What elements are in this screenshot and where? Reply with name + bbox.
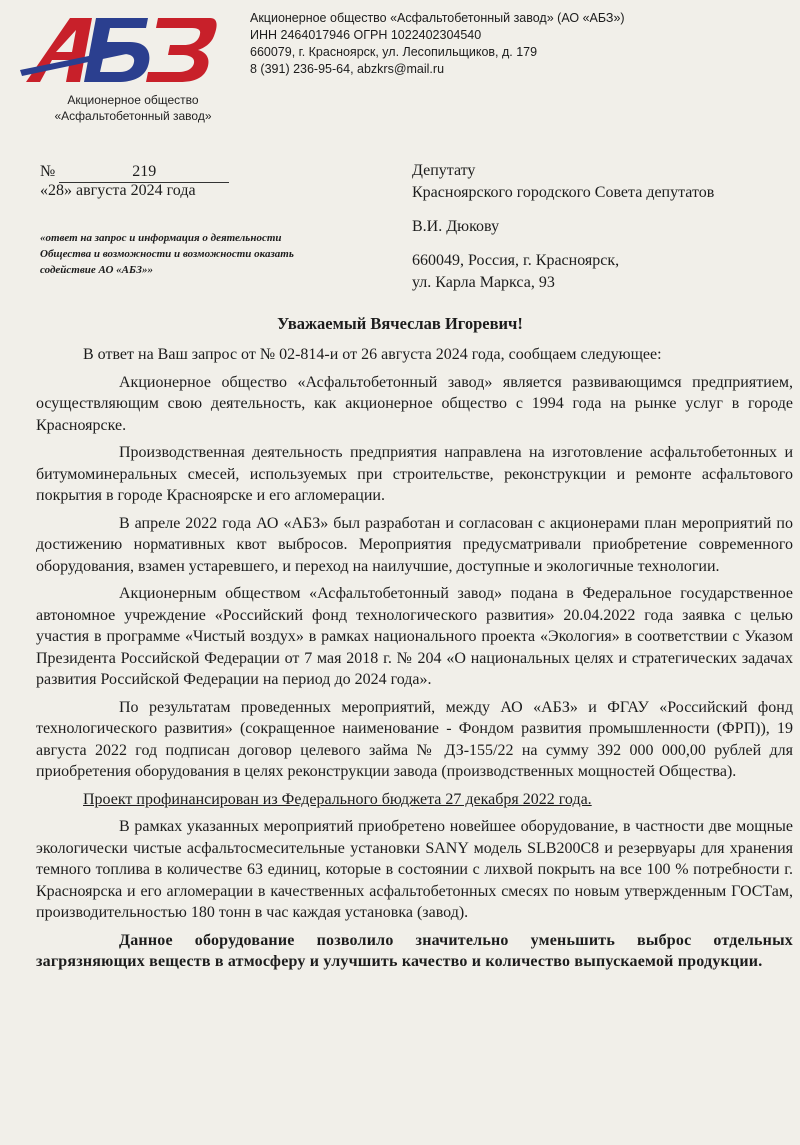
subject-line: содействие АО «АБЗ»» — [40, 264, 153, 276]
abz-logo — [18, 10, 218, 90]
org-contacts: 8 (391) 236-95-64, abzkrs@mail.ru — [250, 62, 445, 76]
paragraph-underlined — [83, 789, 793, 811]
paragraph-text: В апреле 2022 года АО «АБЗ» был разработан и согласован с акционерами план мероприятий по достижению нормативных квот выбросов. Мероприятия предусматривали приобретение современного оборудования, взамен устаревшего, и переход на наилучшие, доступные и экологичные технологии. — [36, 514, 793, 575]
number-prefix: № — [40, 163, 56, 180]
salutation: Уважаемый Вячеслав Игоревич! — [277, 314, 523, 333]
paragraph — [36, 816, 793, 924]
subject — [40, 230, 370, 278]
paragraph-text: Данное оборудование позволило значительно уменьшить выброс отдельных загрязняющих веществ в атмосферу и улучшить качество и количество выпускаемой продукции. — [36, 931, 793, 970]
org-name: Акционерное общество «Асфальтобетонный завод» (АО «АБЗ») — [250, 11, 625, 25]
paragraph-text: Акционерное общество «Асфальтобетонный завод» является развивающимся предприятием, осуществляющим свою деятельность, как акционерное общество с 1994 года на рынке услуг в городе Красноярске. — [36, 373, 793, 434]
logo-caption-line1: Акционерное общество — [67, 93, 199, 107]
paragraph — [36, 513, 793, 578]
paragraph — [36, 372, 793, 437]
logo-caption — [28, 92, 238, 124]
subject-line: «ответ на запрос и информация о деятельности — [40, 232, 282, 244]
org-ids: ИНН 2464017946 ОГРН 1022402304540 — [250, 28, 482, 42]
logo-caption-line2: «Асфальтобетонный завод» — [54, 109, 212, 123]
paragraph: В ответ на Ваш запрос от № 02-814-и от 26 августа 2024 года, сообщаем следующее: — [83, 346, 662, 363]
paragraph — [36, 442, 793, 507]
addressee-address-1: 660049, Россия, г. Красноярск, — [412, 252, 620, 269]
paragraph — [36, 697, 793, 783]
addressee-address-2: ул. Карла Маркса, 93 — [412, 274, 555, 291]
letter-body — [36, 344, 794, 979]
outgoing-date: «28» августа 2024 года — [40, 182, 196, 199]
org-address: 660079, г. Красноярск, ул. Лесопильщиков, д. 179 — [250, 45, 538, 59]
addressee-block — [412, 160, 792, 294]
paragraph-text: По результатам проведенных мероприятий, между АО «АБЗ» и ФГАУ «Российский фонд технологического развития» (сокращенное наименование - Фондом развития промышленности (ФРП)), 19 августа 2022 год подписан договор целевого займа № ДЗ-155/22 на сумму 392 000 000,00 рублей для приобретения оборудования в целях реконструкции завода (производственных мощностей Общества). — [36, 698, 793, 780]
paragraph-text: В рамках указанных мероприятий приобретено новейшее оборудование, в частности две мощные экологически чистые асфальтосмесительные установки SANY модель SLB200C8 и резервуары для хранения темного топлива в количестве 63 единиц, которые в состоянии с лихвой покрыть на все 100 % потребности г. Красноярска и его агломерации в качественных асфальтобетонных смесях по новым утвержденным ГОСТам, производительностью 180 тонн в час каждая установка (завод). — [36, 818, 794, 921]
paragraph-text: Акционерным обществом «Асфальтобетонный завод» подана в Федеральное государственное автономное учреждение «Российский фонд технологического развития» 20.04.2022 года заявка с целью участия в программе «Чистый воздух» в рамках национального проекта «Экология» в соответствии с Указом Президента Российской Федерации от 7 мая 2018 г. № 204 «О национальных целях и стратегических задачах развития Российской Федерации на период до 2024 года». — [36, 585, 793, 688]
paragraph-text: Проект профинансирован из Федерального бюджета 27 декабря 2022 года. — [83, 790, 592, 808]
outgoing-number — [40, 162, 229, 183]
addressee-name: В.И. Дюкову — [412, 218, 500, 235]
paragraph-text: Производственная деятельность предприятия направлена на изготовление асфальтобетонных и битумоминеральных смесей, используемых при строительстве, реконструкции и ремонте асфальтового покрытия в городе Красноярске и его агломерации. — [36, 444, 793, 504]
paragraph — [36, 583, 793, 691]
subject-line: Общества и возможности и возможности оказать — [40, 248, 294, 260]
addressee-position: Депутату — [412, 162, 476, 179]
paragraph-bold — [36, 930, 793, 973]
addressee-organization: Красноярского городского Совета депутатов — [412, 184, 715, 201]
number-value: 219 — [59, 162, 229, 183]
company-info — [250, 10, 790, 78]
